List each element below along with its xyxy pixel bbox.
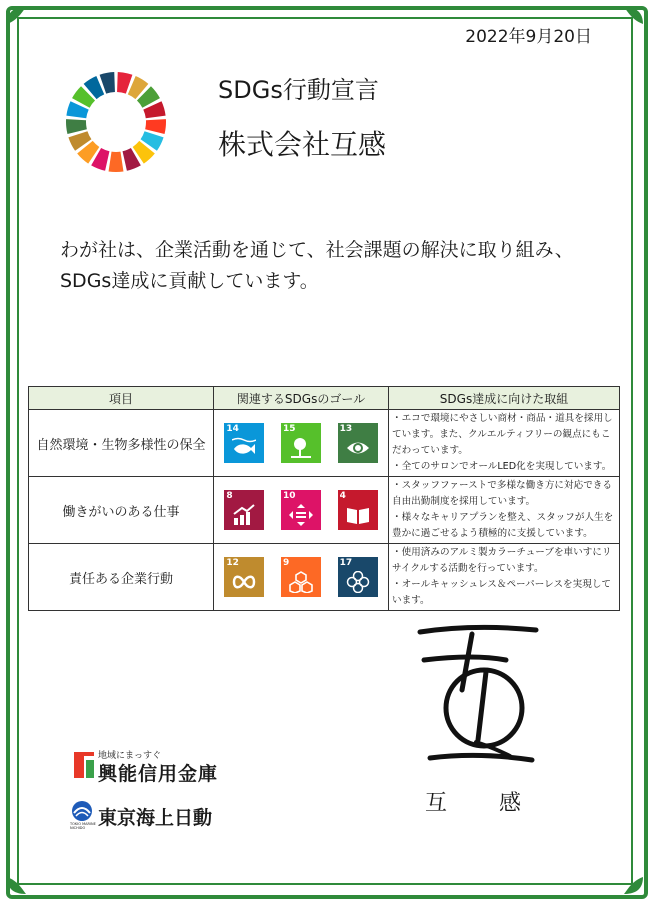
sdg-wheel-segment [66, 119, 87, 134]
leaf-ornament-icon [4, 871, 30, 897]
row-item: 自然環境・生物多様性の保全 [29, 410, 214, 477]
leaf-ornament-icon [4, 4, 30, 30]
row-item: 働きがいのある仕事 [29, 477, 214, 544]
table-row [29, 544, 620, 611]
sdg-goal-9-icon: 9 [281, 557, 321, 597]
leaf-ornament-icon [620, 4, 646, 30]
page-title: SDGs行動宣言 [218, 76, 379, 104]
tokio-marine-logo [70, 800, 213, 830]
action-text: ・スタッフファーストで多様な働き方に対応できる自由出勤制度を採用しています。 [392, 480, 612, 507]
seal-caption: 互感 [425, 791, 574, 816]
sdg-goal-12-icon: 12 [224, 557, 264, 597]
kounou-name: 興能信用金庫 [98, 763, 219, 785]
sdg-goal-17-icon: 17 [338, 557, 378, 597]
action-text: ・様々なキャリアプランを整え、スタッフが人生を豊かに過ごせるよう積極的に支援しています。 [392, 512, 614, 539]
action-text: ・全てのサロンでオールLED化を実現しています。 [392, 461, 612, 472]
action-text: ・オールキャッシュレス＆ペーパーレスを実現しています。 [392, 579, 612, 606]
company-name: 株式会社互感 [218, 128, 387, 161]
row-actions [389, 410, 620, 477]
statement-line: SDGs達成に貢献しています。 [60, 270, 319, 292]
sdg-wheel-segment [109, 152, 124, 172]
row-actions [389, 544, 620, 611]
sdg-goal-10-icon: 10 [281, 490, 321, 530]
column-header-goals: 関連するSDGsのゴール [214, 387, 389, 410]
leaf-ornament-icon [620, 871, 646, 897]
row-item: 責任ある企業行動 [29, 544, 214, 611]
gokan-seal-logo [414, 620, 544, 770]
sdg-goal-14-icon: 14 [224, 423, 264, 463]
sdg-goal-15-icon: 15 [281, 423, 321, 463]
tokio-marine-name: 東京海上日動 [98, 807, 213, 829]
action-text: ・エコで環境にやさしい商材・商品・道具を採用しています。また、クルエルティフリーの観点にもこだわっています。 [392, 413, 613, 456]
declaration-statement [60, 235, 574, 297]
sdg-goal-4-icon: 4 [338, 490, 378, 530]
statement-line: わが社は、企業活動を通じて、社会課題の解決に取り組み、 [60, 239, 574, 261]
sdgs-goals-table [28, 386, 620, 611]
row-goal-icons [214, 410, 389, 477]
column-header-item: 項目 [29, 387, 214, 410]
kounou-tagline: 地域にまっすぐ [98, 751, 162, 761]
row-goal-icons [214, 544, 389, 611]
tokio-marine-small-text: TOKIO MARINE NICHIDO [70, 822, 96, 830]
row-actions [389, 477, 620, 544]
kounou-emblem-icon [72, 748, 96, 780]
sdgs-wheel-icon [64, 70, 168, 174]
tokio-marine-emblem-icon [70, 800, 94, 822]
sdg-wheel-segment [145, 119, 166, 134]
action-text: ・使用済みのアルミ製カラーチューブを車いすにリサイクルする活動を行っています。 [392, 547, 612, 574]
kounou-shinkin-logo [72, 748, 219, 785]
sdg-goal-13-icon: 13 [338, 423, 378, 463]
table-header-row [29, 387, 620, 410]
declaration-date: 2022年9月20日 [465, 27, 592, 47]
row-goal-icons [214, 477, 389, 544]
table-row [29, 410, 620, 477]
column-header-actions: SDGs達成に向けた取組 [389, 387, 620, 410]
sdg-goal-8-icon: 8 [224, 490, 264, 530]
table-row [29, 477, 620, 544]
